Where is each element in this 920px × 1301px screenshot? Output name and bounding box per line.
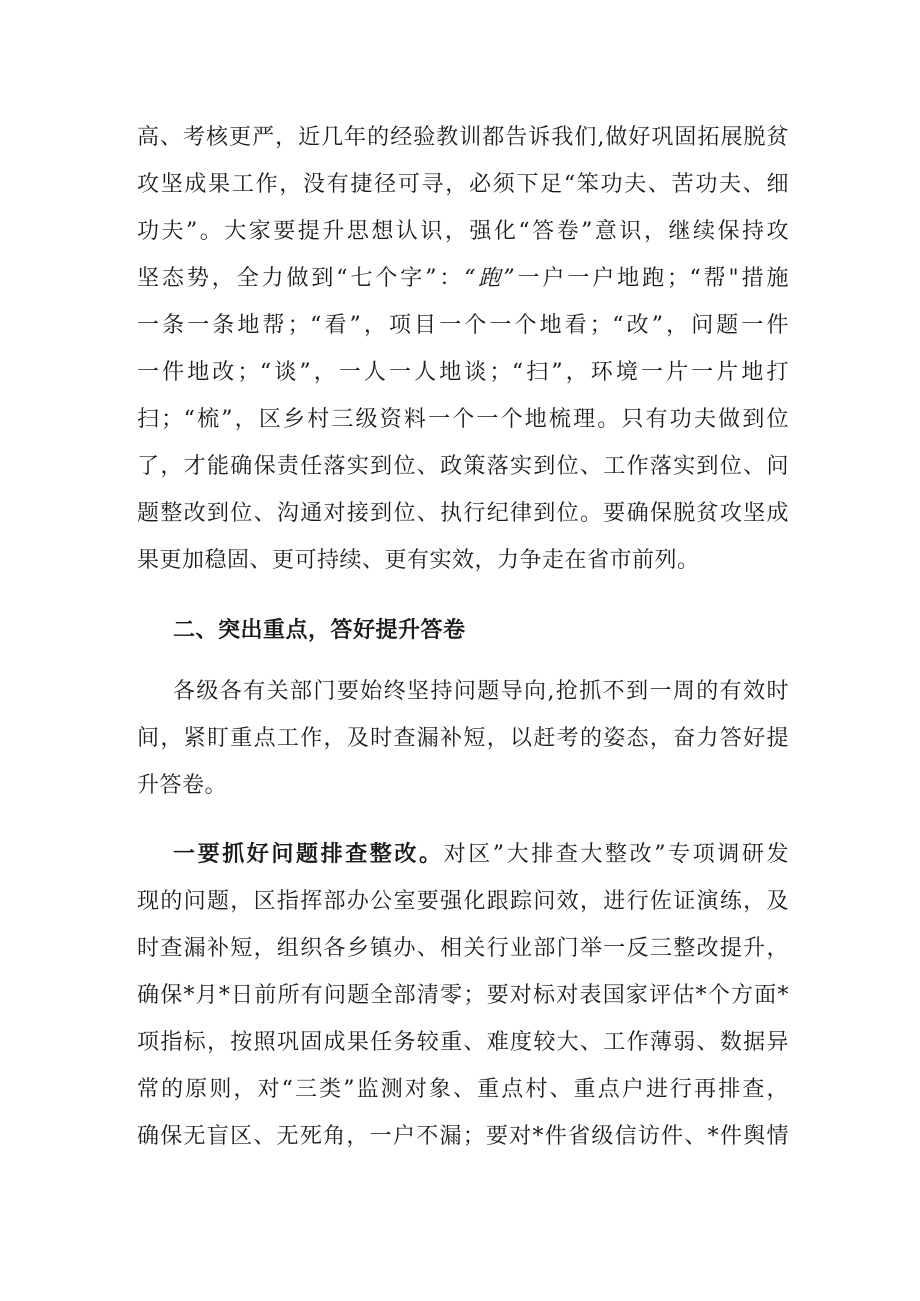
paragraph-line: 现的问题，区指挥部办公室要强化跟踪问效，进行佐证演练，及 — [137, 889, 789, 914]
paragraph-line: 一件地改；“谈”，一人一人地谈；“扫”，环境一片一片地打 — [137, 360, 789, 385]
text-run: 坚态势，全力做到“七个字”： — [137, 266, 465, 291]
paragraph-line: 常的原则，对“三类”监测对象、重点村、重点户进行再排查， — [137, 1077, 789, 1102]
paragraph-line: 间，紧盯重点工作，及时查漏补短，以赶考的姿态，奋力答好提 — [137, 726, 789, 751]
paragraph-line: 项指标，按照巩固成果任务较重、难度较大、工作薄弱、数据异 — [137, 1030, 789, 1055]
paragraph-line: 果更加稳固、更可持续、更有实效，力争走在省市前列。 — [137, 548, 700, 573]
paragraph-line: 升答卷。 — [137, 773, 228, 798]
document-body — [137, 0, 789, 1301]
paragraph-line: 题整改到位、沟通对接到位、执行纪律到位。要确保脱贫攻坚成 — [137, 501, 789, 526]
paragraph-line: 扫；“梳”，区乡村三级资料一个一个地梳理。只有功夫做到位 — [137, 407, 789, 432]
italic-quote: “跑” — [464, 266, 516, 291]
paragraph-line: 确保无盲区、无死角，一户不漏；要对*件省级信访件、*件舆情 — [137, 1124, 789, 1149]
section-heading: 二、突出重点，答好提升答卷 — [173, 618, 466, 643]
paragraph-line: 功夫”。大家要提升思想认识，强化“答卷”意识，继续保持攻 — [137, 219, 789, 244]
bold-lead: 一要抓好问题排查整改。 — [173, 842, 444, 867]
paragraph-line: 一条一条地帮；“看”，项目一个一个地看；“改”，问题一件 — [137, 313, 789, 338]
text-run: 对区”大排查大整改”专项调研发 — [443, 842, 789, 867]
paragraph-line: 了，才能确保责任落实到位、政策落实到位、工作落实到位、问 — [137, 454, 789, 479]
paragraph-line: 各级各有关部门要始终坚持问题导向,抢抓不到一周的有效时 — [173, 679, 789, 704]
paragraph-line: 确保*月*日前所有问题全部清零；要对标对表国家评估*个方面* — [137, 983, 789, 1008]
paragraph-line: 高、考核更严，近几年的经验教训都告诉我们,做好巩固拓展脱贫 — [137, 125, 789, 150]
paragraph-line: 攻坚成果工作，没有捷径可寻，必须下足“笨功夫、苦功夫、细 — [137, 172, 789, 197]
text-run: 一户一户地跑；“帮"措施 — [515, 266, 789, 291]
paragraph-line-mixed — [173, 835, 789, 875]
paragraph-line: 时查漏补短，组织各乡镇办、相关行业部门举一反三整改提升， — [137, 936, 789, 961]
paragraph-line-mixed — [137, 259, 789, 299]
